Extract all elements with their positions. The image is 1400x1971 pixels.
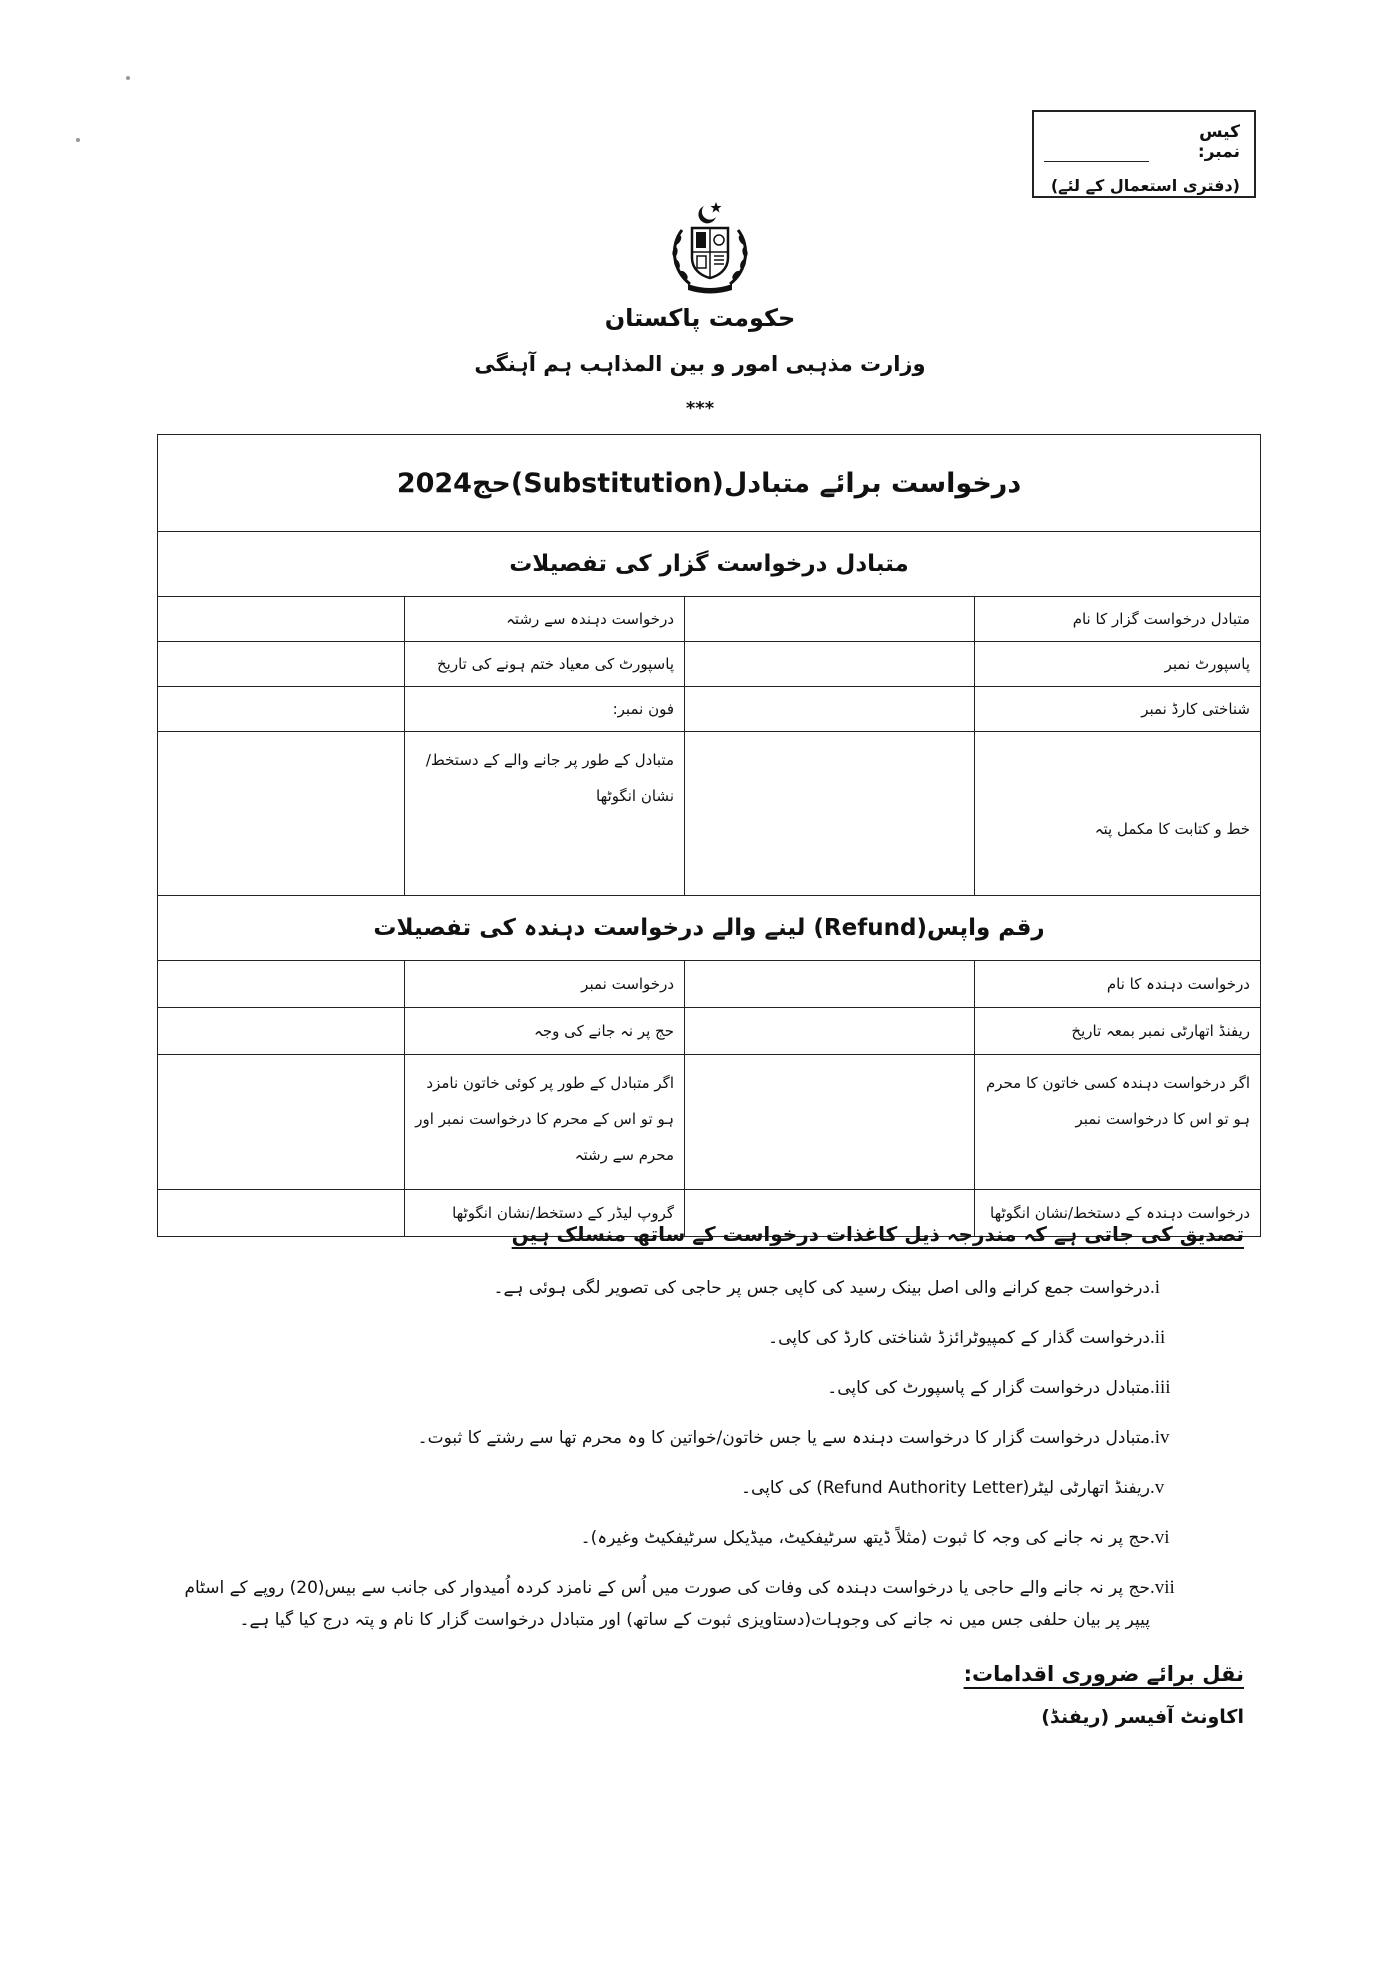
list-item-number: .vi bbox=[1150, 1527, 1170, 1548]
list-item bbox=[157, 1522, 1212, 1554]
label-substitute-name: متبادل درخواست گزار کا نام bbox=[975, 597, 1261, 642]
list-item bbox=[157, 1322, 1212, 1354]
label-passport-expiry: پاسپورٹ کی معیاد ختم ہونے کی تاریخ bbox=[405, 642, 685, 687]
label-applicant-name: درخواست دہندہ کا نام bbox=[975, 961, 1261, 1008]
label-group-leader-signature: گروپ لیڈر کے دستخط/نشان انگوٹھا bbox=[405, 1190, 685, 1237]
label-reason-not-going: حج پر نہ جانے کی وجہ bbox=[405, 1008, 685, 1055]
field-substitute-name[interactable] bbox=[685, 597, 975, 642]
list-item-number: .i bbox=[1150, 1277, 1161, 1298]
label-applicant-signature: درخواست دہندہ کے دستخط/نشان انگوٹھا bbox=[975, 1190, 1261, 1237]
field-reason-not-going[interactable] bbox=[158, 1008, 405, 1055]
field-passport-number[interactable] bbox=[685, 642, 975, 687]
field-substitute-signature[interactable] bbox=[158, 732, 405, 896]
state-emblem-icon bbox=[660, 200, 760, 296]
field-postal-address[interactable] bbox=[685, 732, 975, 896]
scan-speck bbox=[126, 76, 130, 80]
field-application-number[interactable] bbox=[158, 961, 405, 1008]
list-item bbox=[157, 1272, 1212, 1304]
field-cnic-number[interactable] bbox=[685, 687, 975, 732]
list-item-text: حج پر نہ جانے والے حاجی یا درخواست دہندہ کی وفات کی صورت میں اُس کے نامزد کردہ اُمیدوار کی جانب سے بیس(20) روپے کے اسٹام پیپر پر بیان حلفی جس میں نہ جانے کی وجوہات(دستاویزی ثبوت کے ساتھ) اور متبادل درخواست گزار کا نام و پتہ درج کیا گیا ہے۔ bbox=[184, 1578, 1150, 1630]
attachments-list bbox=[157, 1272, 1212, 1654]
section-heading-substitute: متبادل درخواست گزار کی تفصیلات bbox=[158, 532, 1261, 597]
copy-to-recipient: اکاونٹ آفیسر (ریفنڈ) bbox=[1041, 1706, 1244, 1728]
attachments-heading: تصدیق کی جاتی ہے کہ مندرجہ ذیل کاغذات درخواست کے ساتھ منسلک ہیں bbox=[511, 1222, 1244, 1246]
label-application-number: درخواست نمبر bbox=[405, 961, 685, 1008]
field-refund-authority-number[interactable] bbox=[685, 1008, 975, 1055]
field-applicant-name[interactable] bbox=[685, 961, 975, 1008]
list-item-number: .vii bbox=[1150, 1577, 1175, 1598]
label-passport-number: پاسپورٹ نمبر bbox=[975, 642, 1261, 687]
list-item-number: .iii bbox=[1150, 1377, 1171, 1398]
list-item-text: متبادل درخواست گزار کا درخواست دہندہ سے یا جس خاتون/خواتین کا وہ محرم تھا سے رشتے کا ثبوت۔ bbox=[417, 1428, 1150, 1448]
list-item-text: متبادل درخواست گزار کے پاسپورٹ کی کاپی۔ bbox=[827, 1378, 1150, 1398]
list-item-text: درخواست گذار کے کمپیوٹرائزڈ شناختی کارڈ کی کاپی۔ bbox=[768, 1328, 1150, 1348]
label-phone-number: فون نمبر: bbox=[405, 687, 685, 732]
field-mahram-application-number[interactable] bbox=[685, 1055, 975, 1190]
list-item-text: درخواست جمع کرانے والی اصل بینک رسید کی کاپی جس پر حاجی کی تصویر لگی ہوئی ہے۔ bbox=[493, 1278, 1150, 1298]
list-item-number: .v bbox=[1150, 1477, 1165, 1498]
case-number-label: کیس نمبر: bbox=[1197, 122, 1240, 162]
ministry-title: وزارت مذہبی امور و بین المذاہب ہم آہنگی bbox=[474, 352, 926, 376]
government-title: حکومت پاکستان bbox=[604, 304, 796, 332]
office-use-note: (دفتری استعمال کے لئے) bbox=[1050, 176, 1240, 195]
label-substitute-female-mahram: اگر متبادل کے طور پر کوئی خاتون نامزد ہو تو اس کے محرم کا درخواست نمبر اور محرم سے رشتہ bbox=[405, 1055, 685, 1190]
section-heading-refund: رقم واپس(Refund) لینے والے درخواست دہندہ کی تفصیلات bbox=[158, 896, 1261, 961]
form-title: درخواست برائے متبادل(Substitution)حج2024 bbox=[158, 435, 1261, 532]
list-item bbox=[157, 1372, 1212, 1404]
list-item bbox=[157, 1472, 1212, 1504]
list-item-number: .iv bbox=[1150, 1427, 1170, 1448]
copy-to-heading: نقل برائے ضروری اقدامات: bbox=[963, 1662, 1244, 1686]
label-refund-authority-number: ریفنڈ اتھارٹی نمبر بمعہ تاریخ bbox=[975, 1008, 1261, 1055]
substitution-form-table bbox=[157, 434, 1261, 1237]
label-mahram-application-number: اگر درخواست دہندہ کسی خاتون کا محرم ہو تو اس کا درخواست نمبر bbox=[975, 1055, 1261, 1190]
label-postal-address: خط و کتابت کا مکمل پتہ bbox=[975, 732, 1261, 896]
list-item-text: ریفنڈ اتھارٹی لیٹر(Refund Authority Letter) کی کاپی۔ bbox=[740, 1478, 1150, 1498]
field-passport-expiry[interactable] bbox=[158, 642, 405, 687]
case-number-blank[interactable] bbox=[1044, 143, 1149, 162]
field-phone-number[interactable] bbox=[158, 687, 405, 732]
list-item bbox=[157, 1422, 1212, 1454]
label-substitute-signature: متبادل کے طور پر جانے والے کے دستخط/ نشان انگوٹھا bbox=[405, 732, 685, 896]
field-substitute-female-mahram[interactable] bbox=[158, 1055, 405, 1190]
list-item-text: حج پر نہ جانے کی وجہ کا ثبوت (مثلاً ڈیتھ سرٹیفکیٹ، میڈیکل سرٹیفکیٹ وغیرہ)۔ bbox=[580, 1528, 1150, 1548]
label-relation-to-applicant: درخواست دہندہ سے رشتہ bbox=[405, 597, 685, 642]
scan-speck bbox=[76, 138, 80, 142]
list-item-number: .ii bbox=[1150, 1327, 1166, 1348]
list-item bbox=[157, 1572, 1212, 1636]
field-group-leader-signature[interactable] bbox=[158, 1190, 405, 1237]
label-cnic-number: شناختی کارڈ نمبر bbox=[975, 687, 1261, 732]
field-relation-to-applicant[interactable] bbox=[158, 597, 405, 642]
separator-stars: *** bbox=[685, 398, 715, 419]
case-number-box bbox=[1032, 110, 1256, 198]
